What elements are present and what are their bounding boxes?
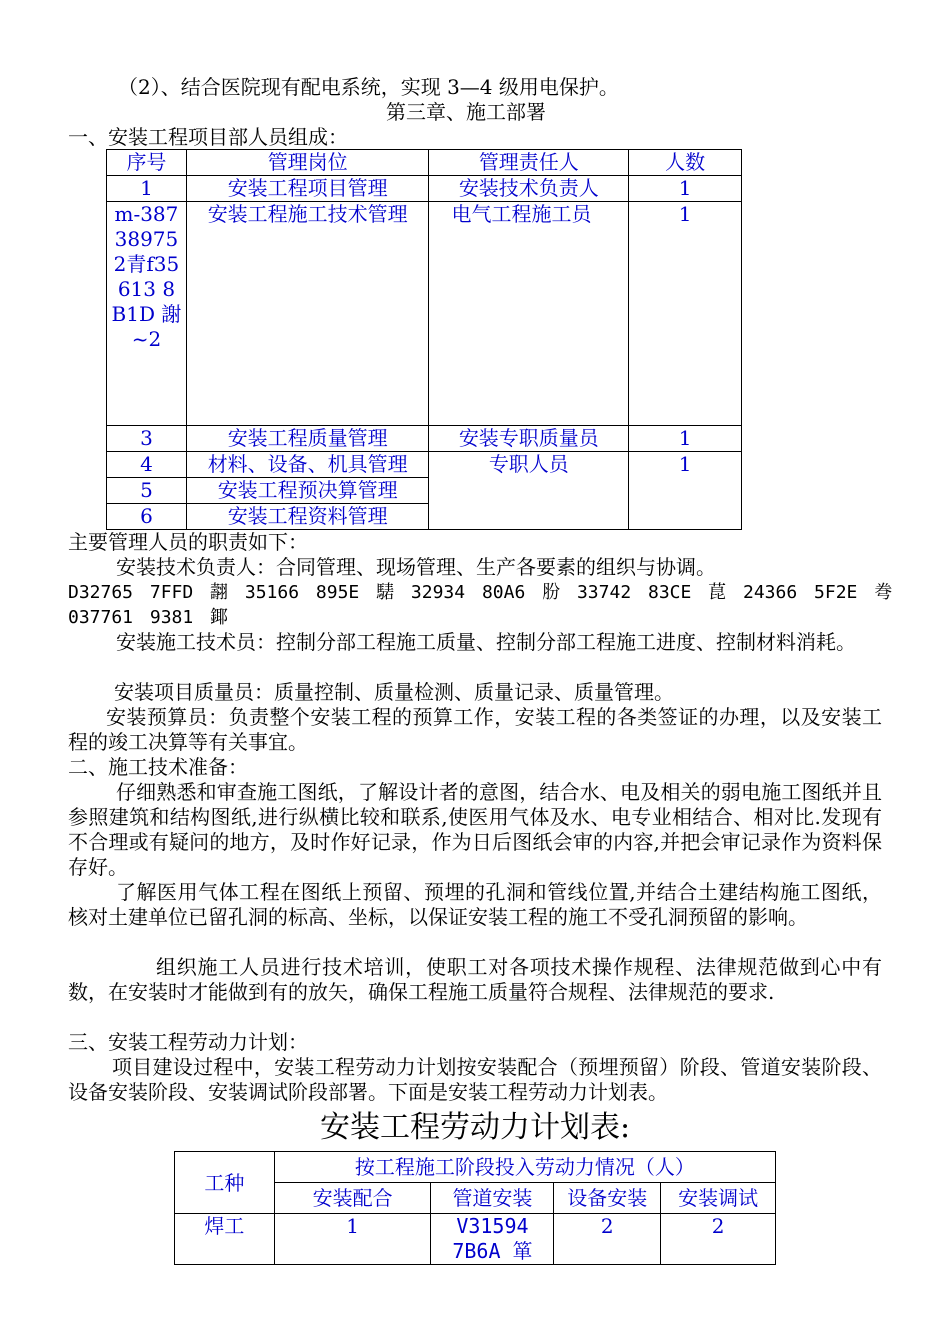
table-row — [175, 1214, 776, 1265]
intro-line: （2）、结合医院现有配电系统，实现 3—4 级用电保护。 — [118, 75, 619, 99]
row-post: 安装工程质量管理 — [186, 426, 429, 452]
table-row — [107, 452, 742, 478]
row-trade: 焊工 — [175, 1214, 275, 1265]
staff-table — [106, 149, 742, 530]
row-count: 1 — [629, 452, 742, 530]
header-stage: 管道安装 — [431, 1183, 554, 1214]
header-stage: 设备安装 — [554, 1183, 661, 1214]
duty-quality: 安装项目质量员：质量控制、质量检测、质量记录、质量管理。 — [114, 680, 674, 704]
row-post: 材料、设备、机具管理 — [186, 452, 429, 478]
duty-tech: 安装施工技术员：控制分部工程施工质量、控制分部工程施工进度、控制材料消耗。 — [116, 630, 856, 654]
para-prep-1: 仔细熟悉和审查施工图纸，了解设计者的意图，结合水、电及相关的弱电施工图纸并且参照建筑和结构图纸,进行纵横比较和联系,使医用气体及水、电专业相结合、相对比.发现有不合理或有疑问的地方，及时作好记录，作为日后图纸会审的内容,并把会审记录作为资料保存好。 — [68, 780, 882, 879]
duty-tech-lead: 安装技术负责人：合同管理、现场管理、生产各要素的组织与协调。 — [116, 555, 716, 579]
table-row — [107, 202, 742, 426]
row-person: 安装技术负责人 — [429, 176, 629, 202]
section-heading-labor: 三、安装工程劳动力计划： — [68, 1030, 308, 1054]
labor-table-group-header — [175, 1152, 776, 1183]
row-value: 2 — [554, 1214, 661, 1265]
table-row — [107, 426, 742, 452]
row-count: 1 — [629, 202, 742, 426]
header-stage: 安装调试 — [661, 1183, 776, 1214]
row-person: 安装专职质量员 — [429, 426, 629, 452]
row-value: 2 — [661, 1214, 776, 1265]
labor-table-title: 安装工程劳动力计划表: — [320, 1110, 631, 1145]
garbled-line-1: D32765 7FFD 翿 35166 895E 騞 32934 80A6 肦 33742 83CE 菎 24366 5F2E 弮 — [68, 582, 893, 603]
row-post: 安装工程项目管理 — [186, 176, 429, 202]
chapter-title: 第三章、施工部署 — [386, 100, 546, 124]
section-heading-prep: 二、施工技术准备： — [68, 755, 248, 779]
para-prep-2: 了解医用气体工程在图纸上预留、预埋的孔洞和管线位置,并结合土建结构施工图纸，核对土建单位已留孔洞的标高、坐标，以保证安装工程的施工不受孔洞预留的影响。 — [68, 880, 882, 929]
table-row — [107, 176, 742, 202]
row-no: 6 — [107, 504, 187, 530]
row-no: m-387389752青f35613 8B1D 謝~2 — [107, 202, 187, 426]
row-no: 1 — [107, 176, 187, 202]
garbled-line-2: 037761 9381 鎁 — [68, 607, 229, 628]
row-count: 1 — [629, 176, 742, 202]
header-stage-group: 按工程施工阶段投入劳动力情况（人） — [274, 1152, 775, 1183]
row-person: 电气工程施工员 — [429, 202, 629, 426]
row-no: 5 — [107, 478, 187, 504]
row-person: 专职人员 — [429, 452, 629, 530]
header-stage: 安装配合 — [274, 1183, 431, 1214]
section-heading-staff: 一、安装工程项目部人员组成： — [68, 125, 348, 149]
header-trade: 工种 — [175, 1152, 275, 1214]
row-post: 安装工程施工技术管理 — [186, 202, 429, 426]
duty-budget: 安装预算员：负责整个安装工程的预算工作，安装工程的各类签证的办理，以及安装工程的竣工决算等有关事宜。 — [68, 705, 882, 754]
row-value: V31594 7B6A 箪 — [431, 1214, 554, 1265]
para-prep-3: 组织施工人员进行技术培训，使职工对各项技术操作规程、法律规范做到心中有数，在安装时才能做到有的放矢，确保工程施工质量符合规程、法律规范的要求. — [68, 955, 882, 1004]
row-no: 4 — [107, 452, 187, 478]
row-count: 1 — [629, 426, 742, 452]
header-person: 管理责任人 — [429, 150, 629, 176]
para-labor: 项目建设过程中，安装工程劳动力计划按安装配合（预埋预留）阶段、管道安装阶段、设备安装阶段、安装调试阶段部署。下面是安装工程劳动力计划表。 — [68, 1055, 882, 1104]
row-post: 安装工程预决算管理 — [186, 478, 429, 504]
header-count: 人数 — [629, 150, 742, 176]
labor-table — [174, 1151, 776, 1265]
header-no: 序号 — [107, 150, 187, 176]
staff-table-header — [107, 150, 742, 176]
row-no: 3 — [107, 426, 187, 452]
header-post: 管理岗位 — [186, 150, 429, 176]
row-value: 1 — [274, 1214, 431, 1265]
duties-heading: 主要管理人员的职责如下： — [68, 530, 308, 554]
row-post: 安装工程资料管理 — [186, 504, 429, 530]
